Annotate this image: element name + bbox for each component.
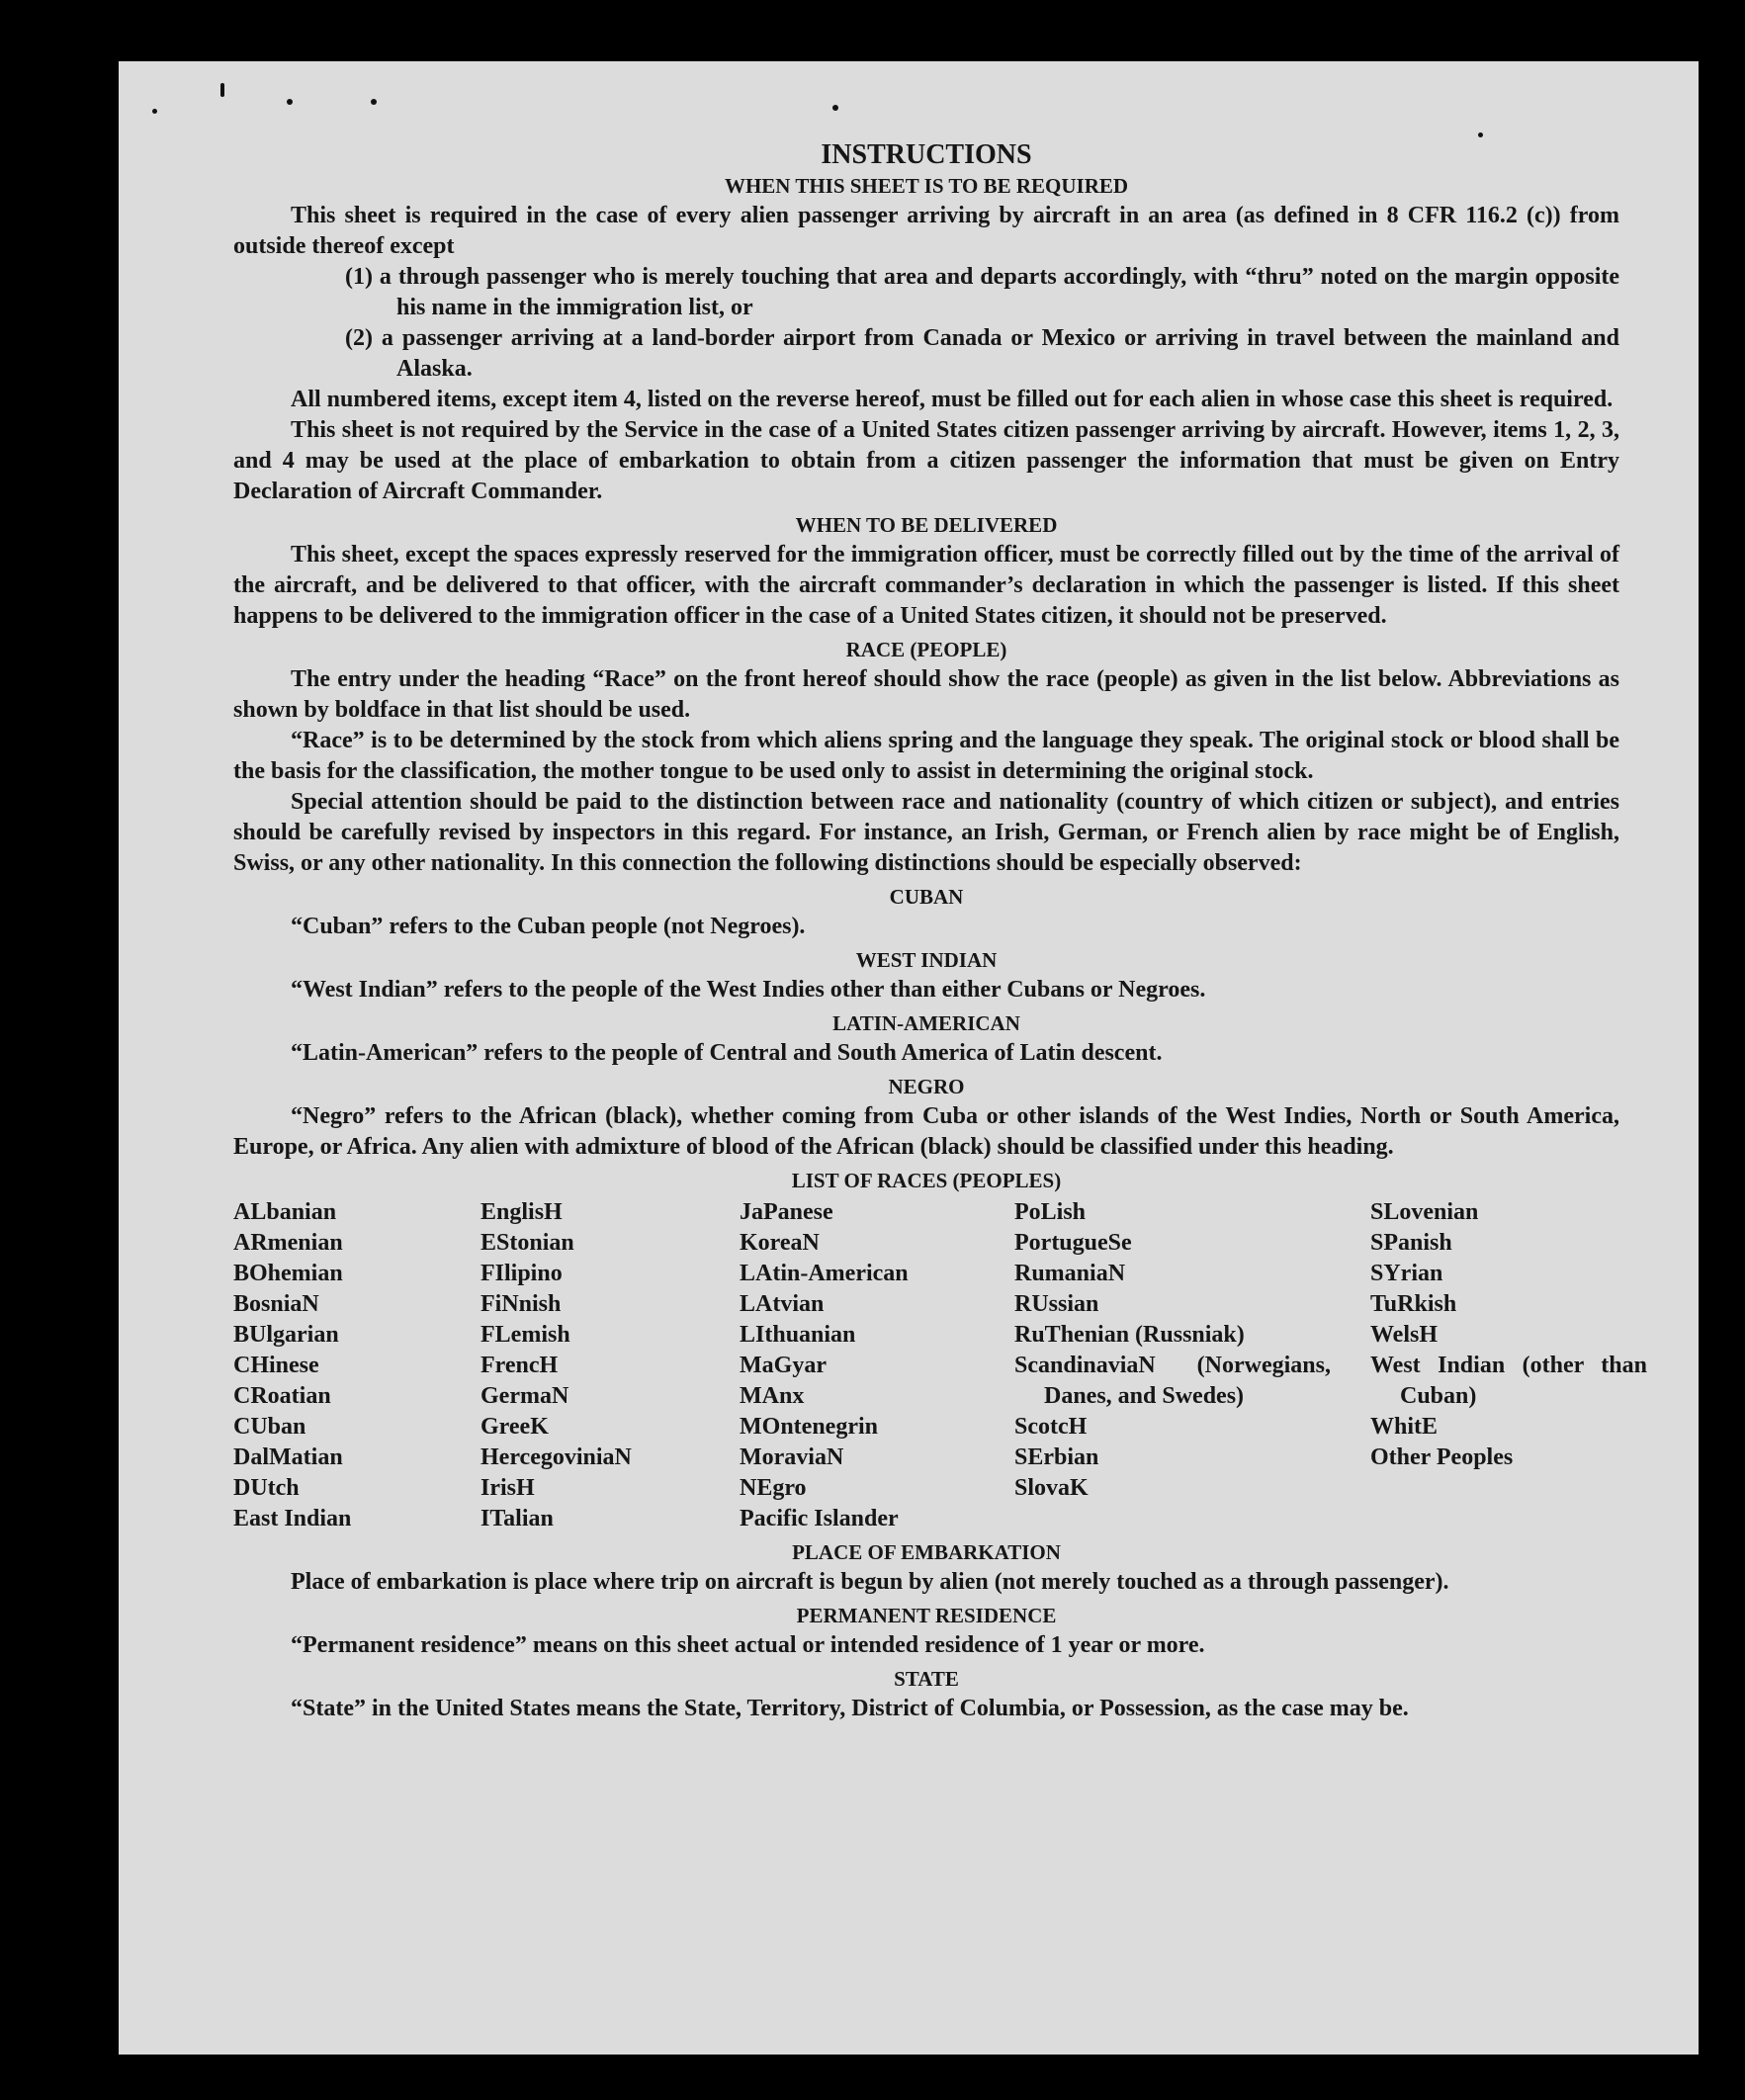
race-entry: MOntenegrin xyxy=(740,1414,878,1440)
heading-when-required: WHEN THIS SHEET IS TO BE REQUIRED xyxy=(724,174,1129,198)
race-entry: MoraviaN xyxy=(740,1444,844,1470)
scan-speck xyxy=(1478,132,1483,137)
races-column-3 xyxy=(740,1197,1014,1534)
heading-latin-american: LATIN-AMERICAN xyxy=(832,1011,1020,1035)
race-entry: CHinese xyxy=(233,1353,319,1378)
heading-when-delivered: WHEN TO BE DELIVERED xyxy=(795,513,1058,537)
race-entry: FiNnish xyxy=(480,1291,562,1317)
race-entry: LAtvian xyxy=(740,1291,825,1317)
scan-speck xyxy=(287,99,293,105)
race-entry: PortugueSe xyxy=(1014,1230,1132,1256)
scan-speck xyxy=(220,83,224,97)
race-entry: NEgro xyxy=(740,1475,807,1501)
paragraph-place-of-embarkation: Place of embarkation is place where trip on aircraft is begun by alien (not merely touched as a through passenger). xyxy=(291,1569,1449,1595)
race-entry: BosniaN xyxy=(233,1291,319,1317)
paragraph-latin-american: “Latin-American” refers to the people of Central and South America of Latin descent. xyxy=(291,1040,1163,1066)
race-entry: RuThenian (Russniak) xyxy=(1014,1322,1245,1348)
scan-speck xyxy=(832,105,838,111)
race-entry: FrencH xyxy=(480,1353,559,1378)
race-entry: MAnx xyxy=(740,1383,805,1409)
heading-permanent-residence: PERMANENT RESIDENCE xyxy=(796,1604,1057,1627)
race-entry: FLemish xyxy=(480,1322,570,1348)
race-entry: PoLish xyxy=(1014,1199,1087,1225)
race-entry: Pacific Islander xyxy=(740,1506,899,1531)
races-list xyxy=(233,1197,1647,1534)
race-entry: KoreaN xyxy=(740,1230,820,1256)
race-entry: LAtin-American xyxy=(740,1261,909,1286)
paragraph-numbered-items: All numbered items, except item 4, listed on the reverse hereof, must be filled out for each alien in whose case this sheet is required. xyxy=(291,387,1614,412)
race-entry: TuRkish xyxy=(1370,1291,1457,1317)
scan-speck xyxy=(152,109,157,114)
race-entry: ALbanian xyxy=(233,1199,337,1225)
heading-state: STATE xyxy=(894,1667,959,1691)
paragraph-race-nationality: Special attention should be paid to the distinction between race and nationality (country of which citizen or subject), and entries should be carefully revised by inspectors in this regard. For instance, an Irish, German, or French alien by race might be of English, Swiss, or any other nationality. In this connection the following distinctions should be especially observed: xyxy=(233,789,1619,876)
race-entry: ScotcH xyxy=(1014,1414,1088,1440)
race-entry: West Indian (other than Cuban) xyxy=(1370,1353,1647,1409)
exception-item-2: (2) a passenger arriving at a land-border airport from Canada or Mexico or arriving in travel between the mainland and Alaska. xyxy=(345,325,1619,382)
race-entry: East Indian xyxy=(233,1506,352,1531)
race-entry: WhitE xyxy=(1370,1414,1439,1440)
document-page xyxy=(119,61,1699,2055)
race-entry: SlovaK xyxy=(1014,1475,1089,1501)
race-entry: FIlipino xyxy=(480,1261,563,1286)
race-entry: CUban xyxy=(233,1414,306,1440)
race-entry: SErbian xyxy=(1014,1444,1099,1470)
race-entry: HercegoviniaN xyxy=(480,1444,632,1470)
heading-cuban: CUBAN xyxy=(889,885,964,909)
paragraph-west-indian: “West Indian” refers to the people of the West Indies other than either Cubans or Negroes. xyxy=(291,977,1206,1003)
race-entry: ARmenian xyxy=(233,1230,343,1256)
race-entry: ITalian xyxy=(480,1506,554,1531)
race-entry: GermaN xyxy=(480,1383,569,1409)
race-entry: SYrian xyxy=(1370,1261,1443,1286)
race-entry: RUssian xyxy=(1014,1291,1099,1317)
paragraph-cuban: “Cuban” refers to the Cuban people (not Negroes). xyxy=(291,914,806,939)
race-entry: CRoatian xyxy=(233,1383,331,1409)
race-entry: RumaniaN xyxy=(1014,1261,1126,1286)
races-column-5 xyxy=(1370,1197,1647,1534)
paragraph-race-entry: The entry under the heading “Race” on the front hereof should show the race (people) as given in the list below. Abbreviations as shown by boldface in that list should be used. xyxy=(233,666,1619,723)
heading-list-of-races: LIST OF RACES (PEOPLES) xyxy=(791,1169,1062,1192)
paragraph-race-stock: “Race” is to be determined by the stock from which aliens spring and the language they speak. The original stock or blood shall be the basis for the classification, the mother tongue to be used only to assist in determining the original stock. xyxy=(233,728,1619,784)
race-entry: LIthuanian xyxy=(740,1322,856,1348)
race-entry: IrisH xyxy=(480,1475,535,1501)
races-column-1 xyxy=(233,1197,480,1534)
page-title: INSTRUCTIONS xyxy=(821,139,1032,170)
race-entry: EnglisH xyxy=(480,1199,563,1225)
paragraph-state: “State” in the United States means the State, Territory, District of Columbia, or Possession, as the case may be. xyxy=(291,1696,1409,1721)
heading-west-indian: WEST INDIAN xyxy=(855,948,998,972)
heading-place-of-embarkation: PLACE OF EMBARKATION xyxy=(792,1540,1061,1564)
exception-item-1: (1) a through passenger who is merely touching that area and departs accordingly, with “thru” noted on the margin opposite his name in the immigration list, or xyxy=(345,264,1619,320)
race-entry: DUtch xyxy=(233,1475,300,1501)
heading-race: RACE (PEOPLE) xyxy=(845,638,1007,661)
race-entry: BUlgarian xyxy=(233,1322,339,1348)
race-entry: WelsH xyxy=(1370,1322,1439,1348)
races-column-4 xyxy=(1014,1197,1370,1534)
paragraph-citizen-passenger: This sheet is not required by the Service in the case of a United States citizen passenger arriving by aircraft. However, items 1, 2, 3, and 4 may be used at the place of embarkation to obtain from a citizen passenger the information that must be given on Entry Declaration of Aircraft Commander. xyxy=(233,417,1619,504)
races-column-2 xyxy=(480,1197,740,1534)
race-entry: GreeK xyxy=(480,1414,549,1440)
race-entry: Other Peoples xyxy=(1370,1444,1514,1470)
scan-speck xyxy=(371,99,377,105)
paragraph-when-delivered: This sheet, except the spaces expressly reserved for the immigration officer, must be correctly filled out by the time of the arrival of the aircraft, and be delivered to that officer, with the aircraft commander’s declaration in which the passenger is listed. If this sheet happens to be delivered to the immigration officer in the case of a United States citizen, it should not be preserved. xyxy=(233,542,1619,629)
paragraph-when-required: This sheet is required in the case of every alien passenger arriving by aircraft in an area (as defined in 8 CFR 116.2 (c)) from outside thereof except xyxy=(233,203,1619,259)
heading-negro: NEGRO xyxy=(888,1075,965,1098)
race-entry: ScandinaviaN (Norwegians, Danes, and Swedes) xyxy=(1014,1353,1331,1409)
race-entry: MaGyar xyxy=(740,1353,827,1378)
race-entry: SPanish xyxy=(1370,1230,1452,1256)
race-entry: SLovenian xyxy=(1370,1199,1479,1225)
paragraph-permanent-residence: “Permanent residence” means on this sheet actual or intended residence of 1 year or more. xyxy=(291,1632,1205,1658)
race-entry: BOhemian xyxy=(233,1261,343,1286)
race-entry: DalMatian xyxy=(233,1444,343,1470)
race-entry: JaPanese xyxy=(740,1199,833,1225)
paragraph-negro: “Negro” refers to the African (black), whether coming from Cuba or other islands of the West Indies, North or South America, Europe, or Africa. Any alien with admixture of blood of the African (black) should be classified under this heading. xyxy=(233,1103,1619,1160)
race-entry: EStonian xyxy=(480,1230,574,1256)
instructions-content xyxy=(233,138,1647,1724)
